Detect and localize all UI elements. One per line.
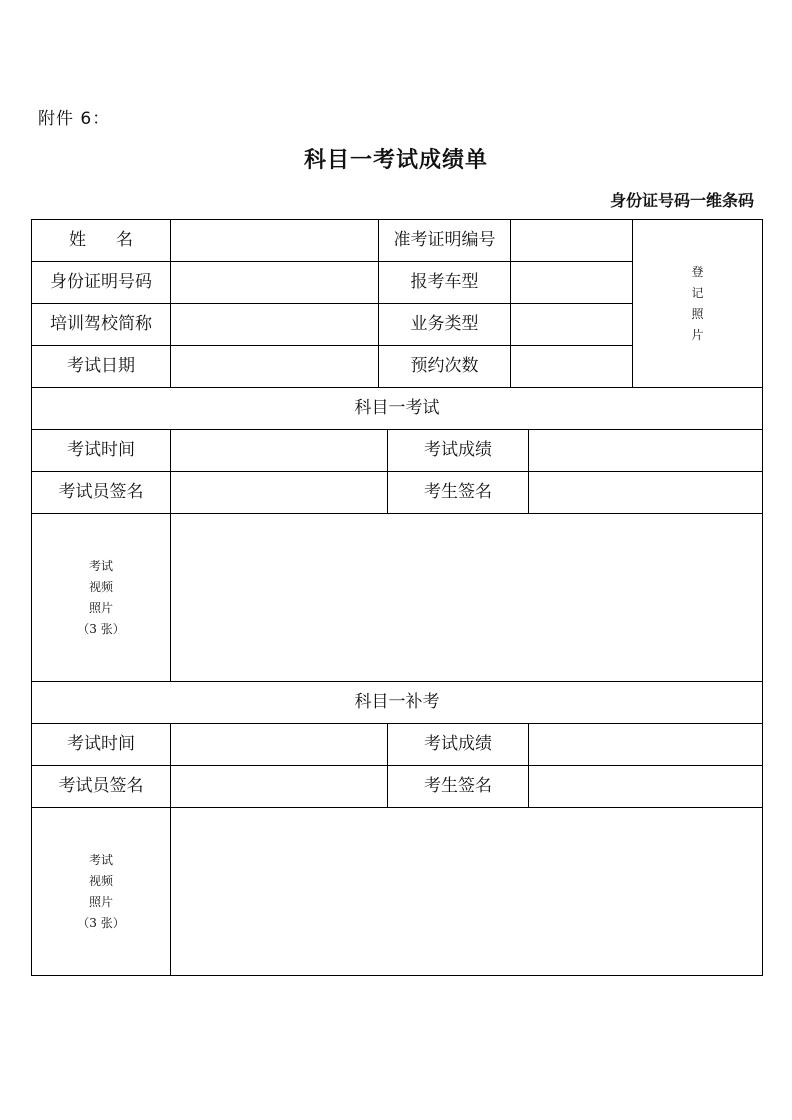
registration-photo-box[interactable] xyxy=(633,220,763,388)
examiner-sign-value[interactable] xyxy=(171,472,388,514)
video-label-line: 考试 xyxy=(88,852,113,867)
attachment-label: 附件 6： xyxy=(38,109,111,129)
business-type-value[interactable] xyxy=(511,304,633,346)
retake-time-value[interactable] xyxy=(171,724,388,766)
exam-time-label: 考试时间 xyxy=(32,430,171,472)
retake-examiner-sign-value[interactable] xyxy=(171,766,388,808)
registration-photo-label: 登记照片 xyxy=(691,264,704,342)
video-label-line: 照片 xyxy=(88,894,113,909)
school-label: 培训驾校简称 xyxy=(32,304,171,346)
school-value[interactable] xyxy=(171,304,379,346)
document-title: 科目一考试成绩单 xyxy=(303,148,488,173)
video-label-line: （3 张） xyxy=(77,915,125,930)
retake-score-value[interactable] xyxy=(529,724,763,766)
video-label-line: 考试 xyxy=(88,558,113,573)
id-no-label: 身份证明号码 xyxy=(32,262,171,304)
video-label-line: （3 张） xyxy=(77,621,125,636)
video-label-line: 视频 xyxy=(88,873,113,888)
exam-score-label: 考试成绩 xyxy=(388,430,529,472)
video-label-line: 视频 xyxy=(88,579,113,594)
booking-count-value[interactable] xyxy=(511,346,633,388)
candidate-info-table xyxy=(31,219,763,388)
retake-video-photos-label xyxy=(32,808,171,976)
retake-candidate-sign-label: 考生签名 xyxy=(388,766,529,808)
vehicle-type-label: 报考车型 xyxy=(379,262,511,304)
retake-time-label: 考试时间 xyxy=(32,724,171,766)
video-label-line: 照片 xyxy=(88,600,113,615)
exam-section-title: 科目一考试 xyxy=(32,388,763,430)
admission-no-value[interactable] xyxy=(511,220,633,262)
barcode-label: 身份证号码一维条码 xyxy=(609,191,754,210)
retake-score-label: 考试成绩 xyxy=(388,724,529,766)
exam-score-value[interactable] xyxy=(529,430,763,472)
exam-date-label: 考试日期 xyxy=(32,346,171,388)
exam-video-photos-label xyxy=(32,514,171,682)
exam-video-photos-area[interactable] xyxy=(171,514,763,682)
exam-results-table xyxy=(31,387,763,976)
exam-date-value[interactable] xyxy=(171,346,379,388)
vehicle-type-value[interactable] xyxy=(511,262,633,304)
candidate-sign-label: 考生签名 xyxy=(388,472,529,514)
candidate-sign-value[interactable] xyxy=(529,472,763,514)
exam-time-value[interactable] xyxy=(171,430,388,472)
id-no-value[interactable] xyxy=(171,262,379,304)
business-type-label: 业务类型 xyxy=(379,304,511,346)
name-value[interactable] xyxy=(171,220,379,262)
examiner-sign-label: 考试员签名 xyxy=(32,472,171,514)
booking-count-label: 预约次数 xyxy=(379,346,511,388)
name-label: 姓名 xyxy=(32,220,171,262)
admission-no-label: 准考证明编号 xyxy=(379,220,511,262)
retake-candidate-sign-value[interactable] xyxy=(529,766,763,808)
retake-video-photos-area[interactable] xyxy=(171,808,763,976)
retake-section-title: 科目一补考 xyxy=(32,682,763,724)
retake-examiner-sign-label: 考试员签名 xyxy=(32,766,171,808)
